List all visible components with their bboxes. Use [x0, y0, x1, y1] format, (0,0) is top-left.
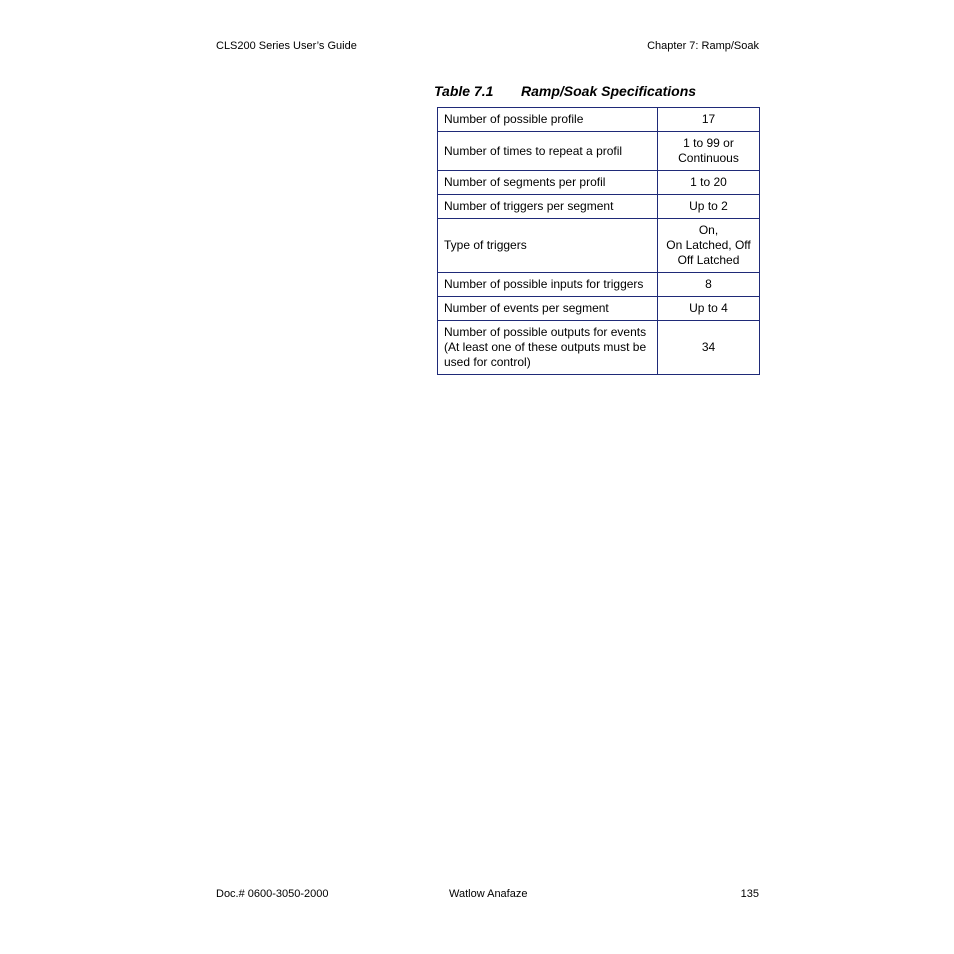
spec-value-cell: [658, 132, 760, 171]
table-row: [438, 273, 760, 297]
table-row: [438, 108, 760, 132]
spec-label-line: Number of events per segment: [444, 301, 609, 315]
spec-value-line: Continuous: [678, 151, 739, 165]
spec-value-line: 1 to 20: [690, 175, 727, 189]
spec-label-line: Number of segments per profil: [444, 175, 606, 189]
spec-value-line: Up to 4: [689, 301, 728, 315]
spec-label-cell: [438, 321, 658, 375]
table-caption: [434, 83, 696, 100]
running-header-chapter: Chapter 7: Ramp/Soak: [647, 40, 759, 52]
spec-label-cell: [438, 297, 658, 321]
spec-label-line: Number of possible outputs for events: [444, 325, 647, 339]
spec-value-line: 34: [701, 340, 716, 354]
running-header-title: CLS200 Series User’s Guide: [216, 40, 357, 52]
spec-value-line: 8: [705, 277, 712, 291]
table-row: [438, 321, 760, 375]
spec-value-line: 1 to 99 or: [683, 136, 734, 150]
page-number: 135: [740, 888, 759, 900]
spec-label-cell: [438, 171, 658, 195]
spec-value-line: On Latched, Off: [666, 238, 751, 252]
spec-label-line: Number of triggers per segment: [444, 199, 614, 213]
spec-value-line: Up to 2: [689, 199, 728, 213]
spec-value-line: 17: [701, 112, 716, 126]
ramp-soak-spec-table: [437, 107, 760, 375]
table-row: [438, 297, 760, 321]
spec-label-line: Type of triggers: [444, 238, 527, 252]
spec-value-cell: [658, 195, 760, 219]
spec-label-cell: [438, 219, 658, 273]
footer-doc-number: Doc.# 0600-3050-2000: [216, 888, 329, 900]
table-row: [438, 132, 760, 171]
table-title: Ramp/Soak Specifications: [521, 83, 697, 99]
spec-value-cell: [658, 108, 760, 132]
spec-value-line: On,: [698, 223, 719, 237]
spec-label-line: used for control): [444, 355, 531, 369]
spec-label-line: Number of possible profile: [444, 112, 584, 126]
spec-value-cell: [658, 171, 760, 195]
spec-value-cell: [658, 297, 760, 321]
spec-value-cell: [658, 273, 760, 297]
spec-label-cell: [438, 108, 658, 132]
spec-label-line: (At least one of these outputs must be: [444, 340, 647, 354]
spec-value-line: Off Latched: [677, 253, 740, 267]
table-row: [438, 195, 760, 219]
table-row: [438, 171, 760, 195]
spec-label-cell: [438, 195, 658, 219]
spec-label-cell: [438, 273, 658, 297]
table-number: Table 7.1: [434, 83, 494, 99]
spec-value-cell: [658, 321, 760, 375]
table-row: [438, 219, 760, 273]
footer-company: Watlow Anafaze: [449, 888, 528, 900]
spec-label-cell: [438, 132, 658, 171]
spec-value-cell: [658, 219, 760, 273]
spec-label-line: Number of times to repeat a profil: [444, 143, 623, 158]
spec-label-line: Number of possible inputs for triggers: [444, 277, 644, 291]
